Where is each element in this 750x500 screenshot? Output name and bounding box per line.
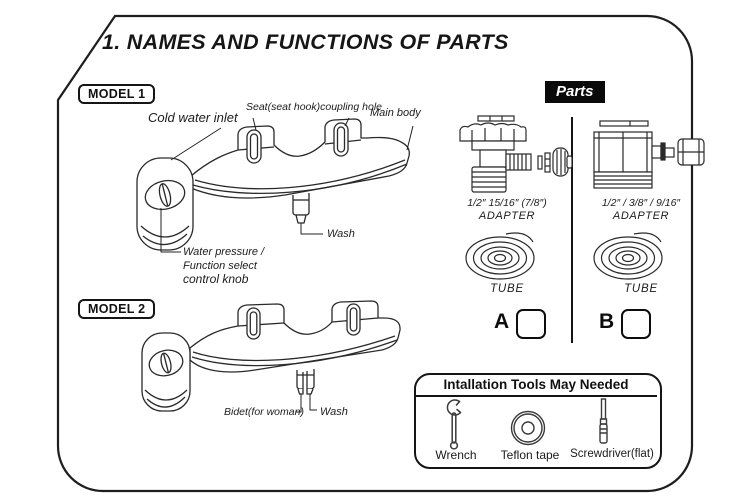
option-a-checkbox — [516, 309, 546, 339]
model1-badge: MODEL 1 — [78, 84, 155, 104]
adapter-b-illustration — [586, 118, 701, 194]
adapter-a-label: ADAPTER — [478, 210, 536, 222]
screwdriver-label: Screwdriver(flat) — [570, 448, 654, 460]
tube-a-label: TUBE — [490, 283, 524, 295]
label-cold-water-inlet: Cold water inlet — [148, 110, 238, 125]
label-control-knob-line3: control knob — [183, 272, 249, 286]
label-seat-coupling-hole: Seat(seat hook)coupling hole — [246, 101, 383, 113]
wrench-label: Wrench — [435, 448, 477, 462]
parts-badge: Parts — [545, 81, 605, 103]
adapter-b-size: 1/2″ / 3/8″ / 9/16″ — [601, 197, 681, 209]
adapter-a-illustration — [448, 112, 573, 197]
teflon-tape-icon — [506, 406, 550, 450]
label-wash-model1: Wash — [327, 228, 355, 240]
label-wash-model2: Wash — [320, 406, 348, 418]
label-control-knob — [183, 246, 264, 287]
tools-box-title: Intallation Tools May Needed — [443, 377, 629, 392]
tools-box-rule — [415, 395, 657, 397]
option-a-letter: A — [494, 310, 510, 333]
wrench-icon — [444, 399, 468, 451]
label-control-knob-line2: Function select — [183, 259, 257, 272]
screwdriver-icon — [596, 397, 612, 449]
tube-b-label: TUBE — [624, 283, 658, 295]
model1-illustration — [125, 100, 445, 300]
teflon-tape-label: Teflon tape — [500, 448, 560, 462]
page-title: 1. NAMES AND FUNCTIONS OF PARTS — [102, 30, 509, 54]
label-control-knob-line1: Water pressure / — [183, 246, 265, 258]
model2-badge: MODEL 2 — [78, 299, 155, 319]
adapter-b-label: ADAPTER — [612, 210, 670, 222]
label-bidet: Bidet(for woman) — [224, 406, 304, 418]
adapter-a-size: 1/2″ 15/16″ (7/8″) — [467, 197, 547, 209]
tube-a-illustration — [460, 226, 550, 284]
option-b-checkbox — [621, 309, 651, 339]
tube-b-illustration — [588, 226, 678, 284]
label-main-body: Main body — [370, 107, 421, 119]
option-b-letter: B — [599, 310, 615, 333]
